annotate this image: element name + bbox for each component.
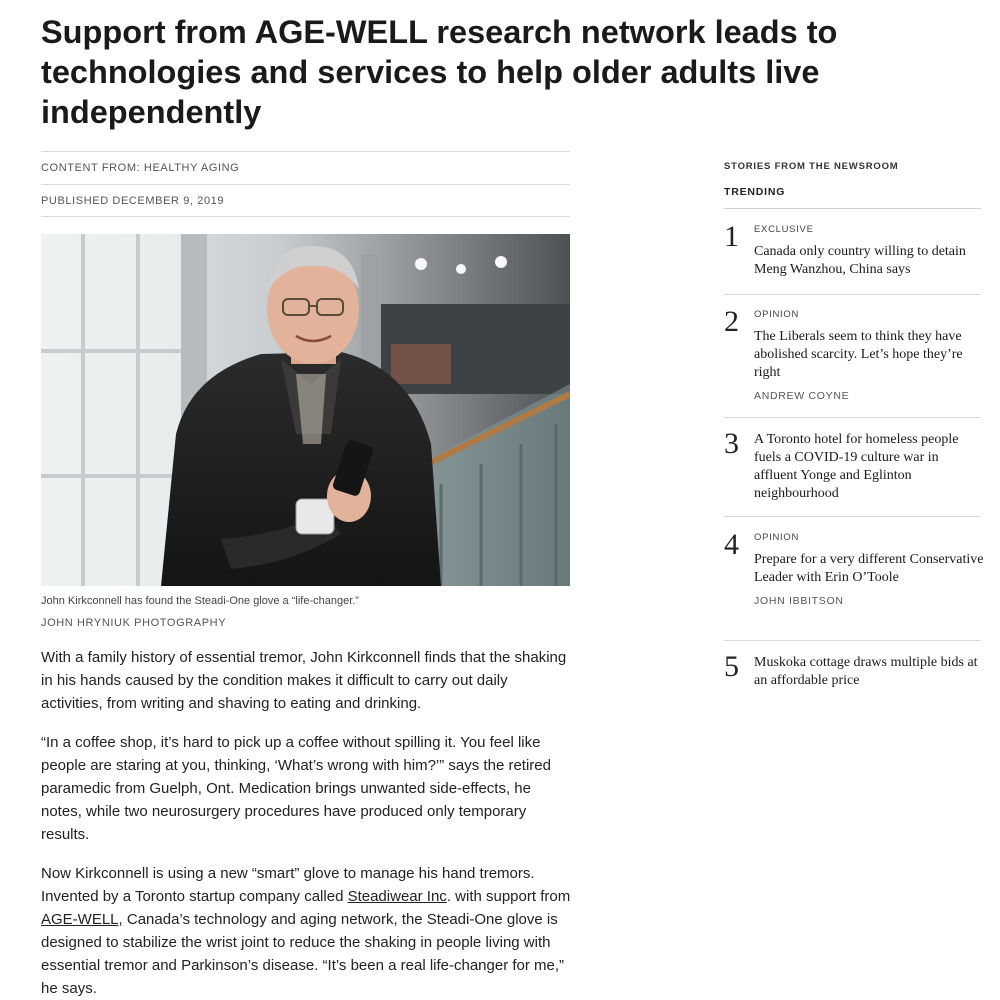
divider — [724, 417, 981, 418]
content-from-label[interactable]: CONTENT FROM: HEALTHY AGING — [41, 151, 570, 184]
trending-number: 3 — [724, 427, 739, 460]
steadiwear-link[interactable]: Steadiwear Inc — [347, 888, 447, 905]
trending-label: OPINION — [754, 532, 800, 543]
trending-headline-link[interactable]: The Liberals seem to think they have abolished scarcity. Let’s hope they’re right — [754, 329, 963, 380]
article-paragraph-1: With a family history of essential tremor, John Kirkconnell finds that the shaking in his hands caused by the condition makes it difficult to carry out daily activities, from writing and shaving to eating and drinking. — [41, 649, 567, 712]
trending-headline-link[interactable]: Muskoka cottage draws multiple bids at an affordable price — [754, 655, 978, 688]
divider — [724, 640, 981, 641]
published-date: PUBLISHED DECEMBER 9, 2019 — [41, 184, 570, 217]
divider — [724, 208, 981, 209]
trending-headline-link[interactable]: Prepare for a very different Conservative Leader with Erin O’Toole — [754, 552, 984, 585]
trending-number: 4 — [724, 528, 739, 561]
paragraph-text: , Canada’s technology and aging network, the Steadi-One glove is designed to stabilize the wrist joint to reduce the shaking in people living with essential tremor and Parkinson’s disease. “It’s been a real life-changer for me,” he says. — [41, 911, 565, 997]
trending-headline-link[interactable]: Canada only country willing to detain Meng Wanzhou, China says — [754, 244, 966, 277]
paragraph-text: . with support from — [446, 888, 571, 905]
trending-number: 1 — [724, 220, 739, 253]
photo-illustration — [41, 234, 570, 586]
photo-credit: JOHN HRYNIUK PHOTOGRAPHY — [41, 617, 227, 629]
photo-caption: John Kirkconnell has found the Steadi-One glove a “life-changer.” — [41, 595, 359, 607]
article-photo[interactable] — [41, 234, 570, 586]
divider — [724, 516, 981, 517]
trending-author[interactable]: JOHN IBBITSON — [754, 595, 844, 607]
trending-author[interactable]: ANDREW COYNE — [754, 390, 850, 402]
article-paragraph-3 — [41, 862, 571, 1000]
trending-label: EXCLUSIVE — [754, 224, 814, 235]
sidebar-section-title: STORIES FROM THE NEWSROOM — [724, 161, 899, 172]
divider — [724, 294, 981, 295]
article-paragraph-2: “In a coffee shop, it’s hard to pick up a coffee without spilling it. You feel like people are staring at you, thinking, ‘What’s wrong with him?’” says the retired paramedic from Guelph, Ont. Medication brings unwanted side-effects, he notes, while two neurosurgery procedures have produced only temporary results. — [41, 734, 551, 843]
trending-number: 2 — [724, 305, 739, 338]
paragraph-text: Now Kirkconnell is using a new “smart” glove to manage his hand tremors. Invented by a Toronto startup company called — [41, 865, 535, 905]
trending-label: OPINION — [754, 309, 800, 320]
trending-headline-link[interactable]: A Toronto hotel for homeless people fuels a COVID-19 culture war in affluent Yonge and Eglinton neighbourhood — [754, 432, 959, 501]
trending-heading: TRENDING — [724, 186, 786, 198]
age-well-link[interactable]: AGE-WELL — [41, 911, 119, 928]
article-headline: Support from AGE-WELL research network leads to technologies and services to help older adults live independently — [41, 14, 838, 130]
trending-number: 5 — [724, 650, 739, 683]
